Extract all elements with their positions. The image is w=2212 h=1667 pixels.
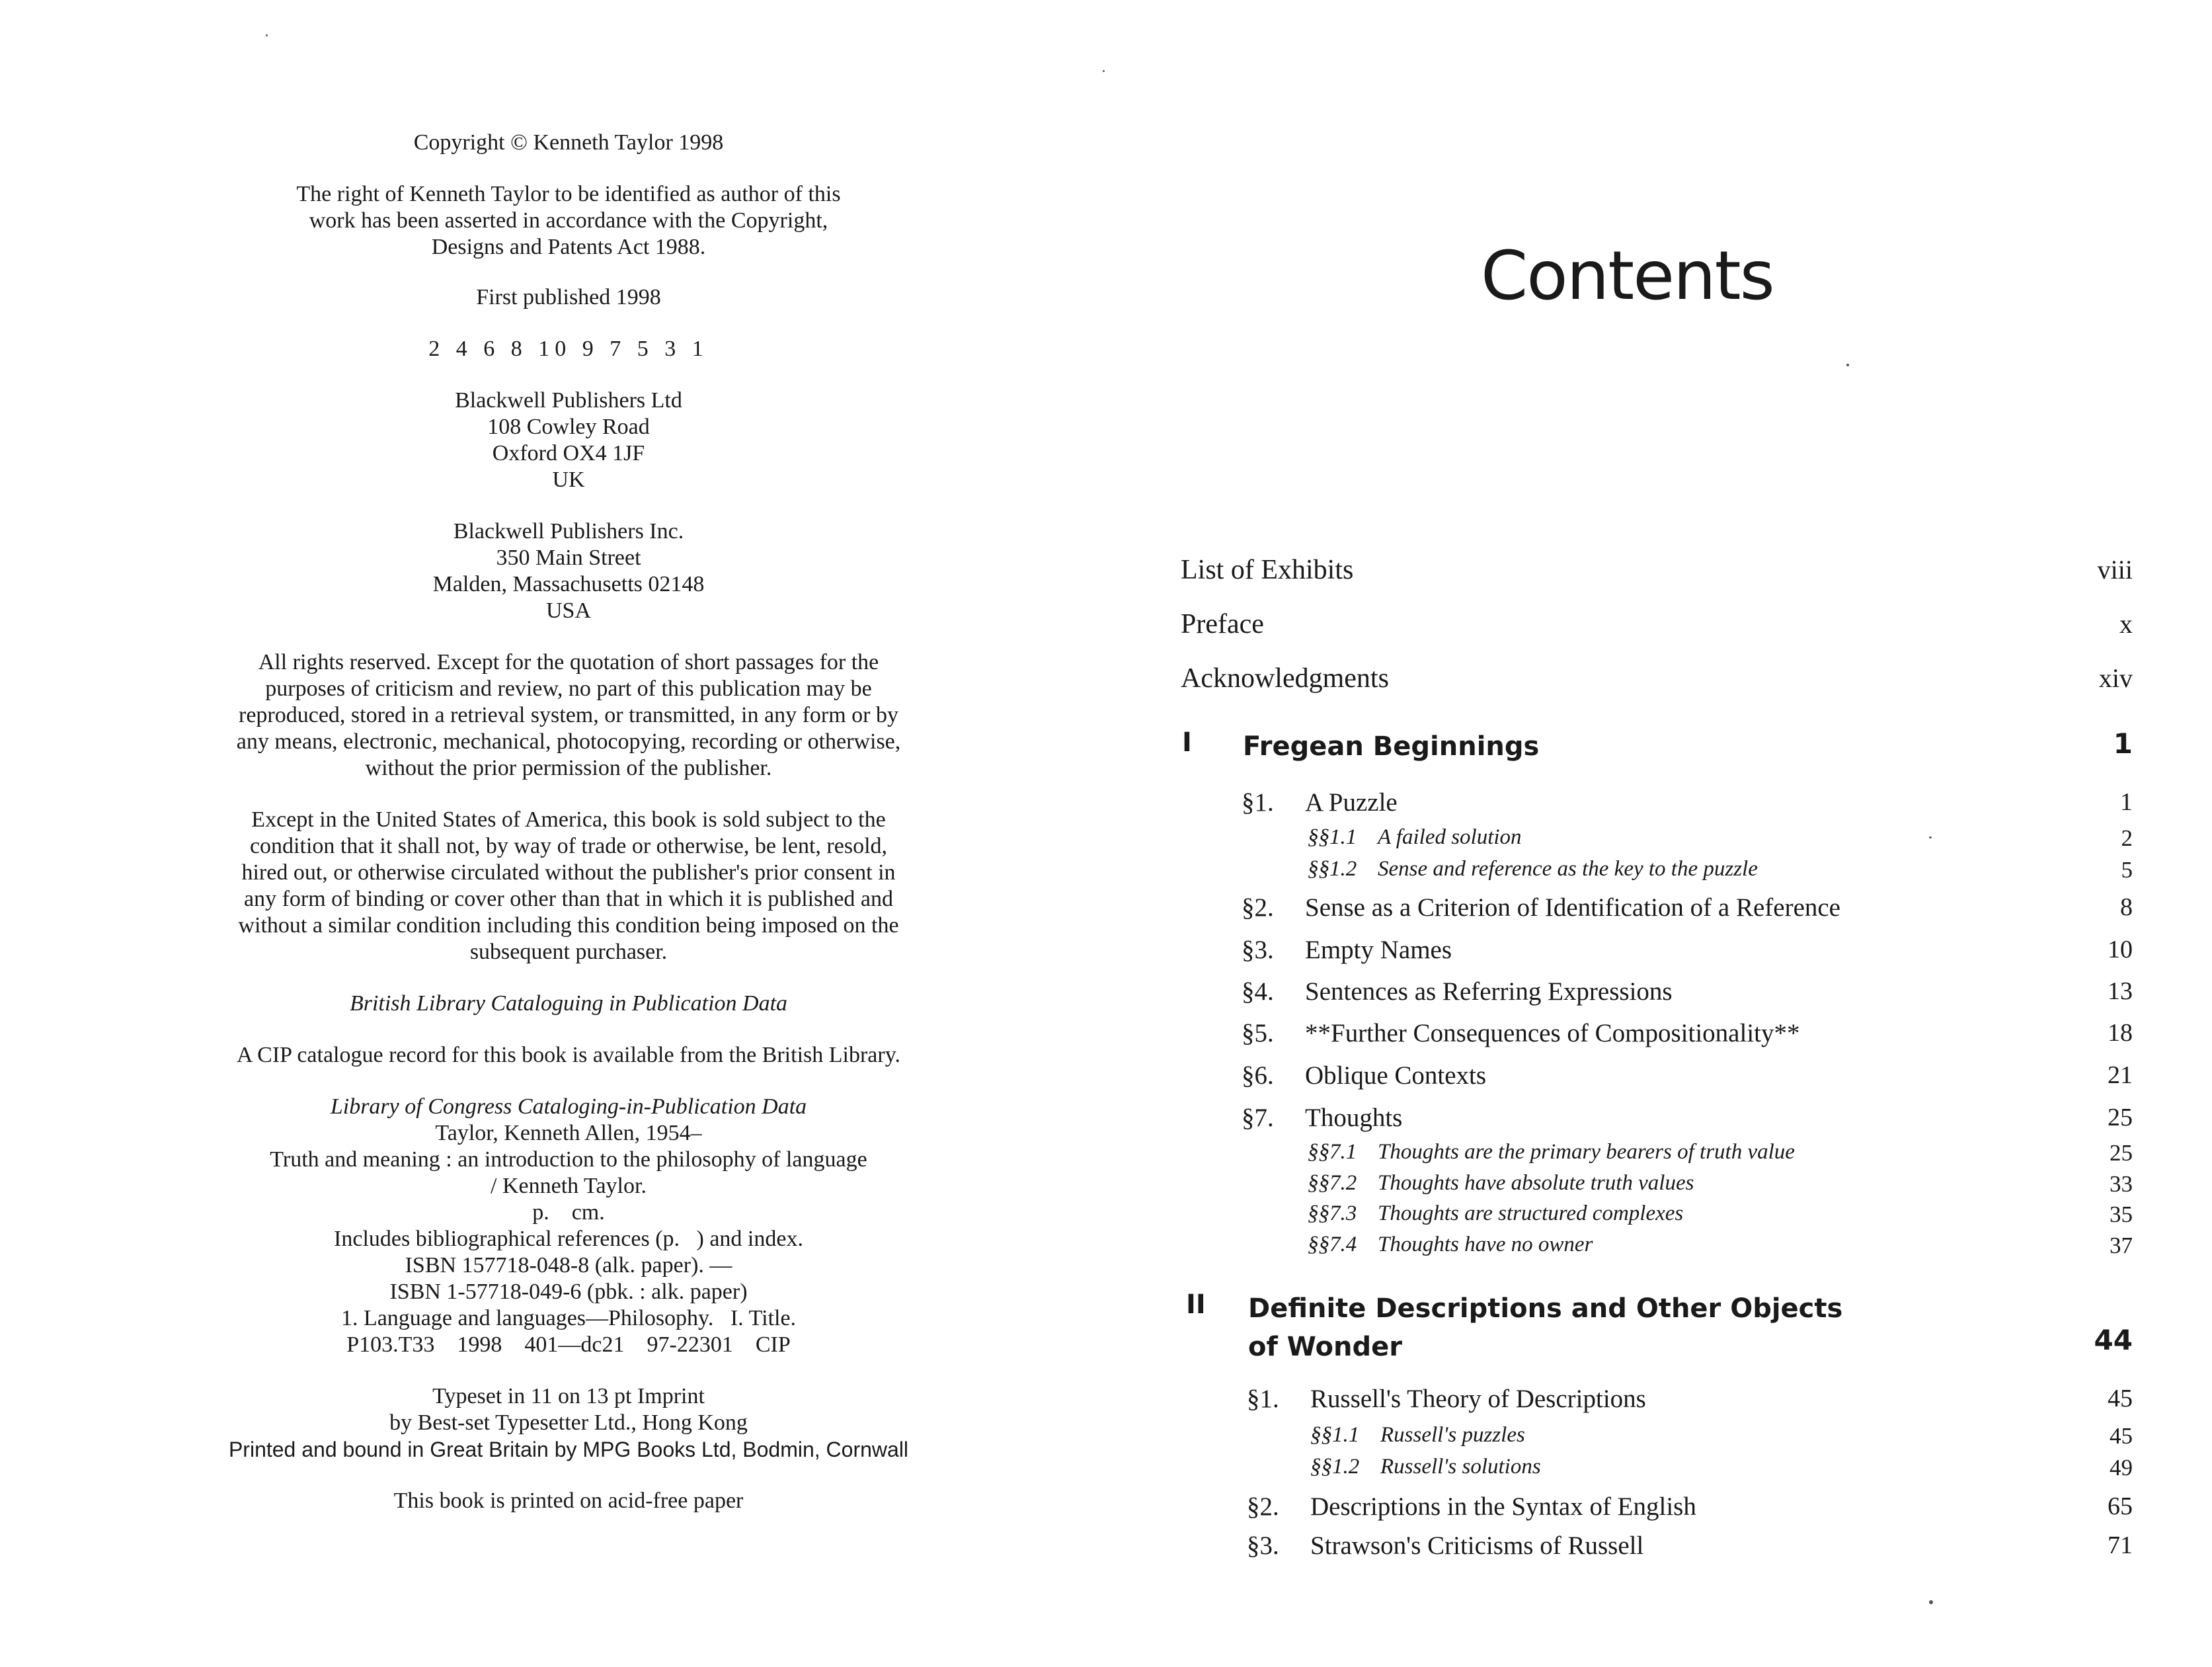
first-published: First published 1998	[476, 285, 661, 309]
section-symbol: §1.	[1247, 1385, 1279, 1413]
british-library-record: A CIP catalogue record for this book is available from the British Library.	[237, 1043, 900, 1067]
toc-page-number: 5	[2121, 857, 2133, 883]
address-line: Blackwell Publishers Inc.	[453, 519, 684, 544]
section-symbol: §5.	[1242, 1019, 1274, 1047]
subsection-symbol: §§7.2	[1308, 1171, 1357, 1195]
part-title: Fregean Beginnings	[1243, 731, 1540, 762]
section-title: Thoughts	[1305, 1104, 1403, 1132]
subsection-symbol: §§1.1	[1310, 1423, 1360, 1447]
scan-speck	[1929, 1600, 1933, 1604]
loc-line: Taylor, Kenneth Allen, 1954–	[435, 1121, 702, 1145]
toc-entry-label: List of Exhibits	[1181, 555, 1354, 585]
toc-page-number: 1	[2113, 727, 2133, 760]
scan-speck	[1846, 364, 1849, 366]
section-title: A Puzzle	[1305, 788, 1398, 817]
notice-line: hired out, or otherwise circulated without the publisher's prior consent in	[241, 860, 896, 885]
notice-line: any form of binding or cover other than that in which it is published and	[243, 887, 893, 911]
loc-line: 1. Language and languages—Philosophy. I. Title.	[340, 1306, 797, 1330]
toc-page-number: 37	[2110, 1233, 2133, 1258]
subsection-title: Sense and reference as the key to the puzzle	[1378, 857, 1758, 881]
toc-entry-label: Acknowledgments	[1181, 663, 1389, 694]
subsection-symbol: §§7.1	[1308, 1140, 1357, 1164]
subsection-symbol: §§1.2	[1308, 857, 1357, 881]
toc-page-number: 18	[2108, 1019, 2133, 1047]
copyright-line: Copyright © Kenneth Taylor 1998	[413, 130, 724, 155]
toc-page-number: 21	[2108, 1061, 2133, 1089]
toc-section[interactable]	[1181, 977, 2133, 1010]
contents-title-text: Contents	[1481, 237, 1774, 315]
toc-page-number: 25	[2110, 1140, 2133, 1166]
notice-line: without the prior permission of the publisher.	[365, 756, 772, 780]
toc-page-number: 2	[2121, 825, 2133, 851]
section-symbol: §6.	[1242, 1061, 1274, 1090]
notice-line: condition that it shall not, by way of trade or otherwise, be lent, resold,	[249, 834, 888, 858]
rights-reserved-notice	[152, 649, 985, 782]
toc-subsection[interactable]	[1181, 1171, 2133, 1204]
loc-line: p. cm.	[532, 1200, 605, 1225]
section-symbol: §3.	[1242, 936, 1274, 964]
toc-subsection[interactable]	[1181, 1233, 2133, 1266]
part-title-line: of Wonder	[1248, 1332, 1402, 1362]
printed-by: Printed and bound in Great Britain by MPG Books Ltd, Bodmin, Cornwall	[228, 1438, 909, 1461]
notice-line: reproduced, stored in a retrieval system, or transmitted, in any form or by	[239, 703, 898, 727]
typeset-note	[152, 1383, 985, 1436]
toc-page-number: 71	[2108, 1531, 2133, 1559]
contents-page	[1106, 0, 2212, 1667]
section-symbol: §1.	[1242, 788, 1274, 817]
section-title: Russell's Theory of Descriptions	[1310, 1385, 1646, 1413]
copyright-block	[152, 130, 985, 1514]
scan-speck	[266, 34, 268, 36]
loc-line: ISBN 157718-048-8 (alk. paper). —	[405, 1253, 732, 1278]
scan-speck	[1103, 70, 1105, 72]
notice-line: any means, electronic, mechanical, photocopying, recording or otherwise,	[236, 729, 901, 754]
loc-line: Truth and meaning : an introduction to the philosophy of language	[270, 1147, 867, 1172]
toc-section[interactable]	[1181, 1103, 2133, 1136]
toc-subsection[interactable]	[1181, 1423, 2133, 1456]
toc-part-heading[interactable]	[1181, 1289, 2133, 1366]
part-numeral: I	[1182, 727, 1192, 758]
typeset-line: Typeset in 11 on 13 pt Imprint	[432, 1384, 705, 1408]
toc-entry-front-matter[interactable]	[1181, 554, 2133, 587]
address-line: 350 Main Street	[496, 546, 641, 570]
toc-page-number: 10	[2108, 936, 2133, 963]
toc-section[interactable]	[1181, 788, 2133, 821]
subsection-title: Thoughts are structured complexes	[1378, 1201, 1684, 1225]
subsection-symbol: §§1.2	[1310, 1455, 1360, 1479]
toc-section[interactable]	[1181, 893, 2133, 926]
address-line: USA	[545, 598, 592, 623]
section-title: Strawson's Criticisms of Russell	[1310, 1531, 1644, 1560]
loc-record	[152, 1120, 985, 1358]
subsection-title: Thoughts have no owner	[1378, 1233, 1593, 1256]
notice-line: Except in the United States of America, this book is sold subject to the	[251, 807, 886, 832]
toc-page-number: 1	[2120, 788, 2133, 816]
sale-condition-notice	[152, 807, 985, 965]
address-line: Malden, Massachusetts 02148	[432, 572, 705, 596]
toc-subsection[interactable]	[1181, 857, 2133, 890]
toc-page-number: 35	[2110, 1201, 2133, 1227]
section-symbol: §4.	[1242, 977, 1274, 1006]
moral-rights-statement	[152, 181, 985, 261]
toc-section[interactable]	[1181, 1531, 2133, 1564]
toc-page-number: 45	[2110, 1423, 2133, 1449]
moral-rights-line: work has been asserted in accordance with the Copyright,	[309, 208, 828, 233]
subsection-symbol: §§7.3	[1308, 1201, 1357, 1225]
toc-section[interactable]	[1181, 1384, 2133, 1417]
part-title-line: Definite Descriptions and Other Objects	[1248, 1293, 1843, 1324]
toc-subsection[interactable]	[1181, 825, 2133, 858]
toc-subsection[interactable]	[1181, 1201, 2133, 1235]
toc-subsection[interactable]	[1181, 1140, 2133, 1173]
section-symbol: §2.	[1242, 893, 1274, 922]
subsection-symbol: §§1.1	[1308, 825, 1357, 849]
subsection-title: A failed solution	[1378, 825, 1522, 849]
toc-section[interactable]	[1181, 1061, 2133, 1094]
toc-page-number: x	[2119, 609, 2133, 639]
toc-page-number: 45	[2108, 1385, 2133, 1412]
toc-section[interactable]	[1181, 1018, 2133, 1051]
subsection-title: Thoughts are the primary bearers of truth value	[1378, 1140, 1795, 1164]
part-numeral: II	[1186, 1289, 1206, 1320]
toc-page-number: 49	[2110, 1455, 2133, 1481]
typeset-line: by Best-set Typesetter Ltd., Hong Kong	[389, 1410, 748, 1435]
moral-rights-line: The right of Kenneth Taylor to be identified as author of this	[296, 182, 841, 206]
section-title: Sentences as Referring Expressions	[1305, 977, 1673, 1006]
publisher-address-us	[152, 518, 985, 624]
notice-line: without a similar condition including this condition being imposed on the	[238, 913, 899, 938]
notice-line: All rights reserved. Except for the quotation of short passages for the	[258, 650, 879, 674]
scan-speck	[1929, 836, 1932, 838]
section-title: **Further Consequences of Compositionality**	[1305, 1019, 1800, 1047]
address-line: 108 Cowley Road	[487, 415, 650, 439]
section-symbol: §2.	[1247, 1492, 1279, 1521]
toc-entry-front-matter[interactable]	[1181, 608, 2133, 641]
loc-line: ISBN 1-57718-049-6 (pbk. : alk. paper)	[389, 1280, 748, 1304]
british-library-heading: British Library Cataloguing in Publication Data	[349, 991, 788, 1016]
section-title: Sense as a Criterion of Identification of a Reference	[1305, 893, 1840, 922]
section-title: Oblique Contexts	[1305, 1061, 1487, 1090]
subsection-title: Russell's puzzles	[1380, 1423, 1525, 1447]
toc-page-number: 8	[2120, 893, 2133, 921]
toc-page-number: 65	[2108, 1492, 2133, 1520]
toc-entry-label: Preface	[1181, 609, 1264, 639]
subsection-symbol: §§7.4	[1308, 1233, 1357, 1256]
section-symbol: §7.	[1242, 1104, 1274, 1132]
toc-section[interactable]	[1181, 1492, 2133, 1525]
toc-section[interactable]	[1181, 935, 2133, 968]
toc-page-number: viii	[2097, 555, 2133, 585]
toc-page-number: 33	[2110, 1171, 2133, 1197]
toc-part-heading[interactable]	[1181, 727, 2133, 760]
toc-page-number: 44	[2094, 1324, 2133, 1356]
loc-line: Includes bibliographical references (p. ) and index.	[334, 1227, 803, 1251]
loc-heading: Library of Congress Cataloging-in-Publication Data	[330, 1094, 807, 1119]
part-title	[1248, 1289, 1962, 1366]
moral-rights-line: Designs and Patents Act 1988.	[431, 235, 706, 259]
section-symbol: §3.	[1247, 1531, 1279, 1560]
toc-page-number: xiv	[2098, 663, 2133, 693]
paper-note: This book is printed on acid-free paper	[393, 1488, 744, 1513]
address-line: Blackwell Publishers Ltd	[455, 388, 682, 413]
subsection-title: Thoughts have absolute truth values	[1378, 1171, 1694, 1195]
subsection-title: Russell's solutions	[1380, 1455, 1541, 1479]
notice-line: subsequent purchaser.	[469, 940, 668, 964]
notice-line: purposes of criticism and review, no part of this publication may be	[265, 676, 872, 701]
section-title: Descriptions in the Syntax of English	[1310, 1492, 1696, 1521]
toc-subsection[interactable]	[1181, 1455, 2133, 1488]
toc-entry-front-matter[interactable]	[1181, 663, 2133, 696]
toc-page-number: 13	[2108, 977, 2133, 1005]
toc-page-number: 25	[2108, 1104, 2133, 1131]
address-line: UK	[552, 468, 585, 492]
section-title: Empty Names	[1305, 936, 1452, 964]
loc-line: / Kenneth Taylor.	[491, 1174, 647, 1198]
loc-line: P103.T33 1998 401—dc21 97-22301 CIP	[346, 1332, 791, 1357]
impression-line: 2 4 6 8 10 9 7 5 3 1	[428, 337, 709, 361]
address-line: Oxford OX4 1JF	[492, 441, 645, 466]
publisher-address-uk	[152, 387, 985, 493]
